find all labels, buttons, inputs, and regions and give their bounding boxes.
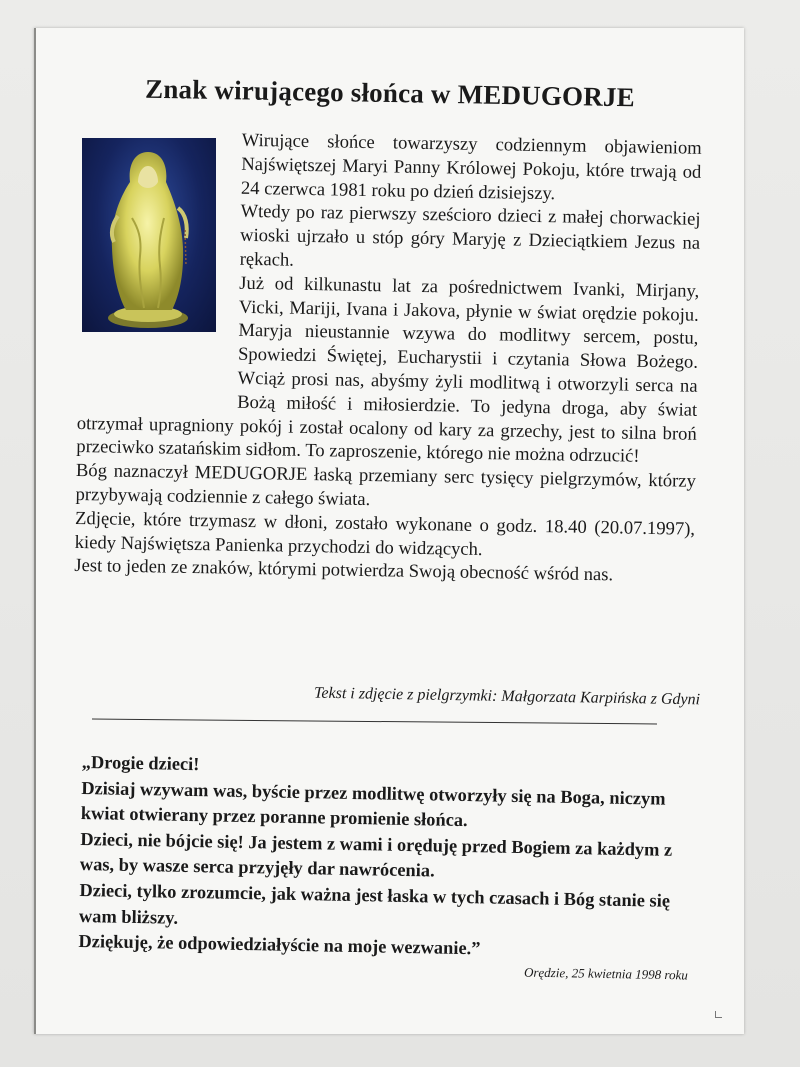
paragraph-3: Już od kilkunastu lat za pośrednictwem Ivanki, Mirjany, Vicki, Mariji, Ivana i Jakova, płynie w świat orędzie pokoju. Maryja nieustannie wzywa do modlitwy sercem, postu, Spowiedzi Świętej, Eucharystii i czytania Słowa Bożego. Wciąż prosi nas, abyśmy żyli modlitwą i otworzyli serca na Bożą miłość i miłosierdzie. To jedyna droga, aby świat otrzymał upragniony pokój i został ocalony od kary za grzechy, jest to silna broń przeciwko szatańskim sidłom. To zaproszenie, którego nie można odrzucić!	[76, 272, 700, 468]
section-divider	[92, 719, 657, 725]
paragraph-4: Bóg naznaczył MEDUGORJE łaską przemiany serc tysięcy pielgrzymów, którzy przybywają codziennie z całego świata.	[75, 460, 697, 511]
paragraph-6: Jest to jeden ze znaków, którymi potwierdza Swoją obecność wśród nas.	[74, 555, 614, 586]
paragraph-5: Zdjęcie, które trzymasz w dłoni, zostało wykonane o godz. 18.40 (20.07.1997), kiedy Najświętsza Panienka przychodzi do widzących.	[74, 507, 696, 560]
paragraph-2: Wtedy po raz pierwszy sześcioro dzieci z małej chorwackiej wioski ujrzało u stóp góry Maryję z Dzieciątkiem Jezus na rękach.	[239, 201, 701, 271]
message-line-3: Dzieci, tylko zrozumcie, jak ważna jest łaska w tych czasach i Bóg stanie się wam bliższy.	[78, 879, 671, 928]
message-line-1: Dzisiaj wzywam was, byście przez modlitwę otworzyły się na Boga, niczym kwiat otwierany przez poranne promienie słońca.	[80, 777, 666, 831]
prayer-card	[34, 28, 744, 1034]
corner-mark	[715, 1011, 722, 1018]
photo-caption: Tekst i zdjęcie z pielgrzymki: Małgorzata Karpińska z Gdyni	[313, 684, 701, 709]
message-greeting: „Drogie dzieci!	[81, 751, 200, 775]
message-line-4: Dziękuję, że odpowiedziałyście na moje wezwanie.”	[78, 931, 481, 959]
message-text	[78, 750, 704, 966]
image-spacer	[77, 126, 242, 392]
message-source: Orędzie, 25 kwietnia 1998 roku	[524, 964, 689, 983]
message-line-2: Dzieci, nie bójcie się! Ja jestem z wami i oręduję przed Bogiem za każdym z was, by wasze serca przyjęły dar nawrócenia.	[79, 828, 673, 881]
card-title: Znak wirującego słońca w MEDUGORJE	[144, 73, 636, 113]
paragraph-1: Wirujące słońce towarzyszy codziennym objawieniom Najświętszej Maryi Panny Królowej Pokoju, które trwają od 24 czerwca 1981 roku po dzień dzisiejszy.	[240, 129, 702, 204]
main-text	[74, 126, 702, 589]
